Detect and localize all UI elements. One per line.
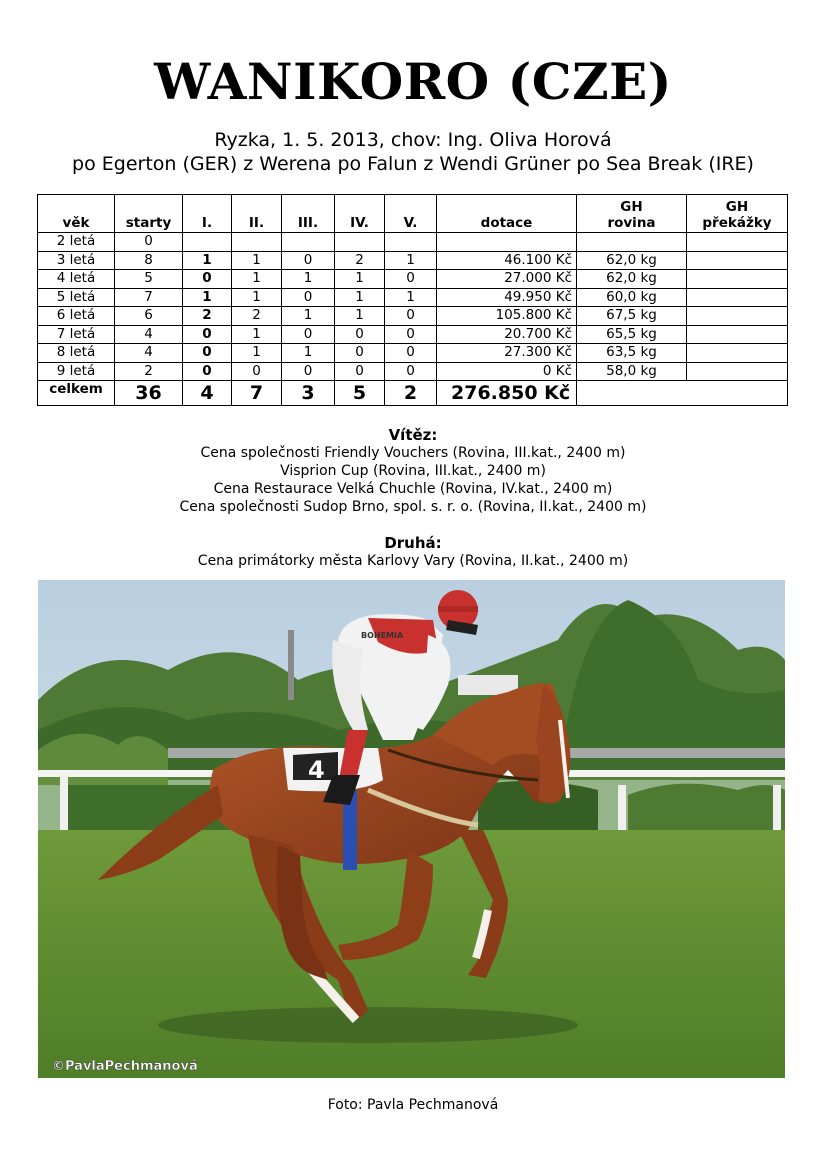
photo-watermark: ©PavlaPechmanová <box>52 1059 198 1074</box>
table-row <box>38 307 788 326</box>
cell-gh-jump <box>687 288 788 307</box>
total-gh-jump <box>687 381 788 406</box>
horse-racing-photo-illustration <box>38 580 785 1078</box>
winner-race-3: Cena Restaurace Velká Chuchle (Rovina, IV.kat., 2400 m) <box>213 481 613 497</box>
second-place-heading: Druhá: <box>384 534 442 552</box>
cell-gh-flat: 63,5 kg <box>577 344 687 363</box>
header-earnings: dotace <box>437 195 577 233</box>
cell-p2: 1 <box>232 288 282 307</box>
cell-p3: 1 <box>282 307 335 326</box>
winner-race-1: Cena společnosti Friendly Vouchers (Rovina, III.kat., 2400 m) <box>200 445 626 461</box>
total-first: 4 <box>183 381 232 406</box>
cell-earnings: 105.800 Kč <box>437 307 577 326</box>
cell-age: 4 letá <box>38 270 115 289</box>
cell-p1: 1 <box>183 251 232 270</box>
table-row <box>38 344 788 363</box>
cell-p4: 0 <box>335 344 385 363</box>
cell-p2: 1 <box>232 344 282 363</box>
cell-p1: 0 <box>183 362 232 381</box>
cell-p5: 0 <box>385 325 437 344</box>
total-second: 7 <box>232 381 282 406</box>
table-row <box>38 288 788 307</box>
cell-p3 <box>282 233 335 252</box>
cell-p4: 0 <box>335 362 385 381</box>
cell-gh-jump <box>687 270 788 289</box>
cell-earnings: 20.700 Kč <box>437 325 577 344</box>
horse-pedigree-line1: Ryzka, 1. 5. 2013, chov: Ing. Oliva Horová <box>214 129 612 151</box>
winner-section <box>0 426 826 516</box>
cell-starts: 7 <box>115 288 183 307</box>
cell-gh-flat: 67,5 kg <box>577 307 687 326</box>
header-fourth: IV. <box>335 195 385 233</box>
cell-age: 8 letá <box>38 344 115 363</box>
cell-p4: 1 <box>335 288 385 307</box>
header-starts: starty <box>115 195 183 233</box>
cell-p2: 1 <box>232 270 282 289</box>
winner-race-2: Visprion Cup (Rovina, III.kat., 2400 m) <box>280 463 546 479</box>
table-row <box>38 251 788 270</box>
jockey-silk-logo: BOHEMIA <box>361 631 404 640</box>
cell-p1: 0 <box>183 270 232 289</box>
cell-starts: 2 <box>115 362 183 381</box>
header-age: věk <box>38 195 115 233</box>
cell-gh-jump <box>687 344 788 363</box>
cell-p2: 1 <box>232 325 282 344</box>
cell-p2: 1 <box>232 251 282 270</box>
cell-starts: 4 <box>115 344 183 363</box>
second-place-section <box>0 534 826 570</box>
header-second: II. <box>232 195 282 233</box>
cell-p5: 1 <box>385 251 437 270</box>
cell-p1: 1 <box>183 288 232 307</box>
cell-gh-flat: 58,0 kg <box>577 362 687 381</box>
cell-age: 5 letá <box>38 288 115 307</box>
race-record-table <box>37 194 788 406</box>
cell-gh-flat <box>577 233 687 252</box>
header-gh-flat-line2: rovina <box>607 215 656 231</box>
saddle-number: 4 <box>308 756 325 784</box>
cell-starts: 8 <box>115 251 183 270</box>
cell-p5: 0 <box>385 344 437 363</box>
header-gh-flat-line1: GH <box>620 199 643 215</box>
cell-starts: 6 <box>115 307 183 326</box>
cell-earnings: 27.300 Kč <box>437 344 577 363</box>
table-total-row <box>38 381 788 406</box>
cell-gh-flat: 60,0 kg <box>577 288 687 307</box>
cell-earnings: 49.950 Kč <box>437 288 577 307</box>
header-third: III. <box>282 195 335 233</box>
table-row <box>38 233 788 252</box>
table-header-row <box>38 195 788 233</box>
cell-p2: 2 <box>232 307 282 326</box>
cell-p3: 1 <box>282 344 335 363</box>
winner-heading: Vítěz: <box>388 426 438 444</box>
cell-earnings: 46.100 Kč <box>437 251 577 270</box>
cell-p5: 0 <box>385 270 437 289</box>
cell-gh-flat: 65,5 kg <box>577 325 687 344</box>
cell-p2 <box>232 233 282 252</box>
table-row <box>38 325 788 344</box>
cell-gh-jump <box>687 233 788 252</box>
second-place-race-1: Cena primátorky města Karlovy Vary (Rovina, II.kat., 2400 m) <box>197 553 629 569</box>
header-first: I. <box>183 195 232 233</box>
cell-starts: 5 <box>115 270 183 289</box>
total-third: 3 <box>282 381 335 406</box>
total-fifth: 2 <box>385 381 437 406</box>
header-gh-flat <box>577 195 687 233</box>
race-photo <box>38 580 785 1078</box>
cell-p5: 0 <box>385 307 437 326</box>
header-gh-jump <box>687 195 788 233</box>
cell-p4: 2 <box>335 251 385 270</box>
cell-p3: 0 <box>282 325 335 344</box>
cell-gh-jump <box>687 325 788 344</box>
table-row <box>38 362 788 381</box>
cell-p3: 1 <box>282 270 335 289</box>
total-fourth: 5 <box>335 381 385 406</box>
cell-p4: 1 <box>335 270 385 289</box>
cell-p2: 0 <box>232 362 282 381</box>
cell-gh-flat: 62,0 kg <box>577 270 687 289</box>
cell-gh-flat: 62,0 kg <box>577 251 687 270</box>
cell-p5: 0 <box>385 362 437 381</box>
header-gh-jump-line2: překážky <box>702 215 772 231</box>
total-starts: 36 <box>115 381 183 406</box>
cell-earnings <box>437 233 577 252</box>
total-label: celkem <box>38 381 115 406</box>
total-gh-flat <box>577 381 687 406</box>
cell-p3: 0 <box>282 251 335 270</box>
cell-age: 9 letá <box>38 362 115 381</box>
cell-age: 2 letá <box>38 233 115 252</box>
horse-pedigree-line2: po Egerton (GER) z Werena po Falun z Wendi Grüner po Sea Break (IRE) <box>72 153 754 175</box>
horse-name-title: WANIKORO (CZE) <box>154 52 672 111</box>
total-earnings: 276.850 Kč <box>437 381 577 406</box>
cell-p1: 2 <box>183 307 232 326</box>
header-gh-jump-line1: GH <box>725 199 749 215</box>
cell-age: 7 letá <box>38 325 115 344</box>
cell-p5: 1 <box>385 288 437 307</box>
cell-p3: 0 <box>282 288 335 307</box>
table-row <box>38 270 788 289</box>
cell-gh-jump <box>687 307 788 326</box>
cell-p4: 0 <box>335 325 385 344</box>
cell-p4: 1 <box>335 307 385 326</box>
cell-p4 <box>335 233 385 252</box>
cell-p5 <box>385 233 437 252</box>
cell-age: 3 letá <box>38 251 115 270</box>
header-fifth: V. <box>385 195 437 233</box>
photo-credit: Foto: Pavla Pechmanová <box>327 1097 499 1113</box>
cell-earnings: 0 Kč <box>437 362 577 381</box>
cell-starts: 4 <box>115 325 183 344</box>
cell-p1 <box>183 233 232 252</box>
cell-p3: 0 <box>282 362 335 381</box>
cell-p1: 0 <box>183 344 232 363</box>
cell-starts: 0 <box>115 233 183 252</box>
cell-gh-jump <box>687 362 788 381</box>
cell-p1: 0 <box>183 325 232 344</box>
cell-gh-jump <box>687 251 788 270</box>
cell-age: 6 letá <box>38 307 115 326</box>
cell-earnings: 27.000 Kč <box>437 270 577 289</box>
winner-race-4: Cena společnosti Sudop Brno, spol. s. r. o. (Rovina, II.kat., 2400 m) <box>179 499 647 515</box>
